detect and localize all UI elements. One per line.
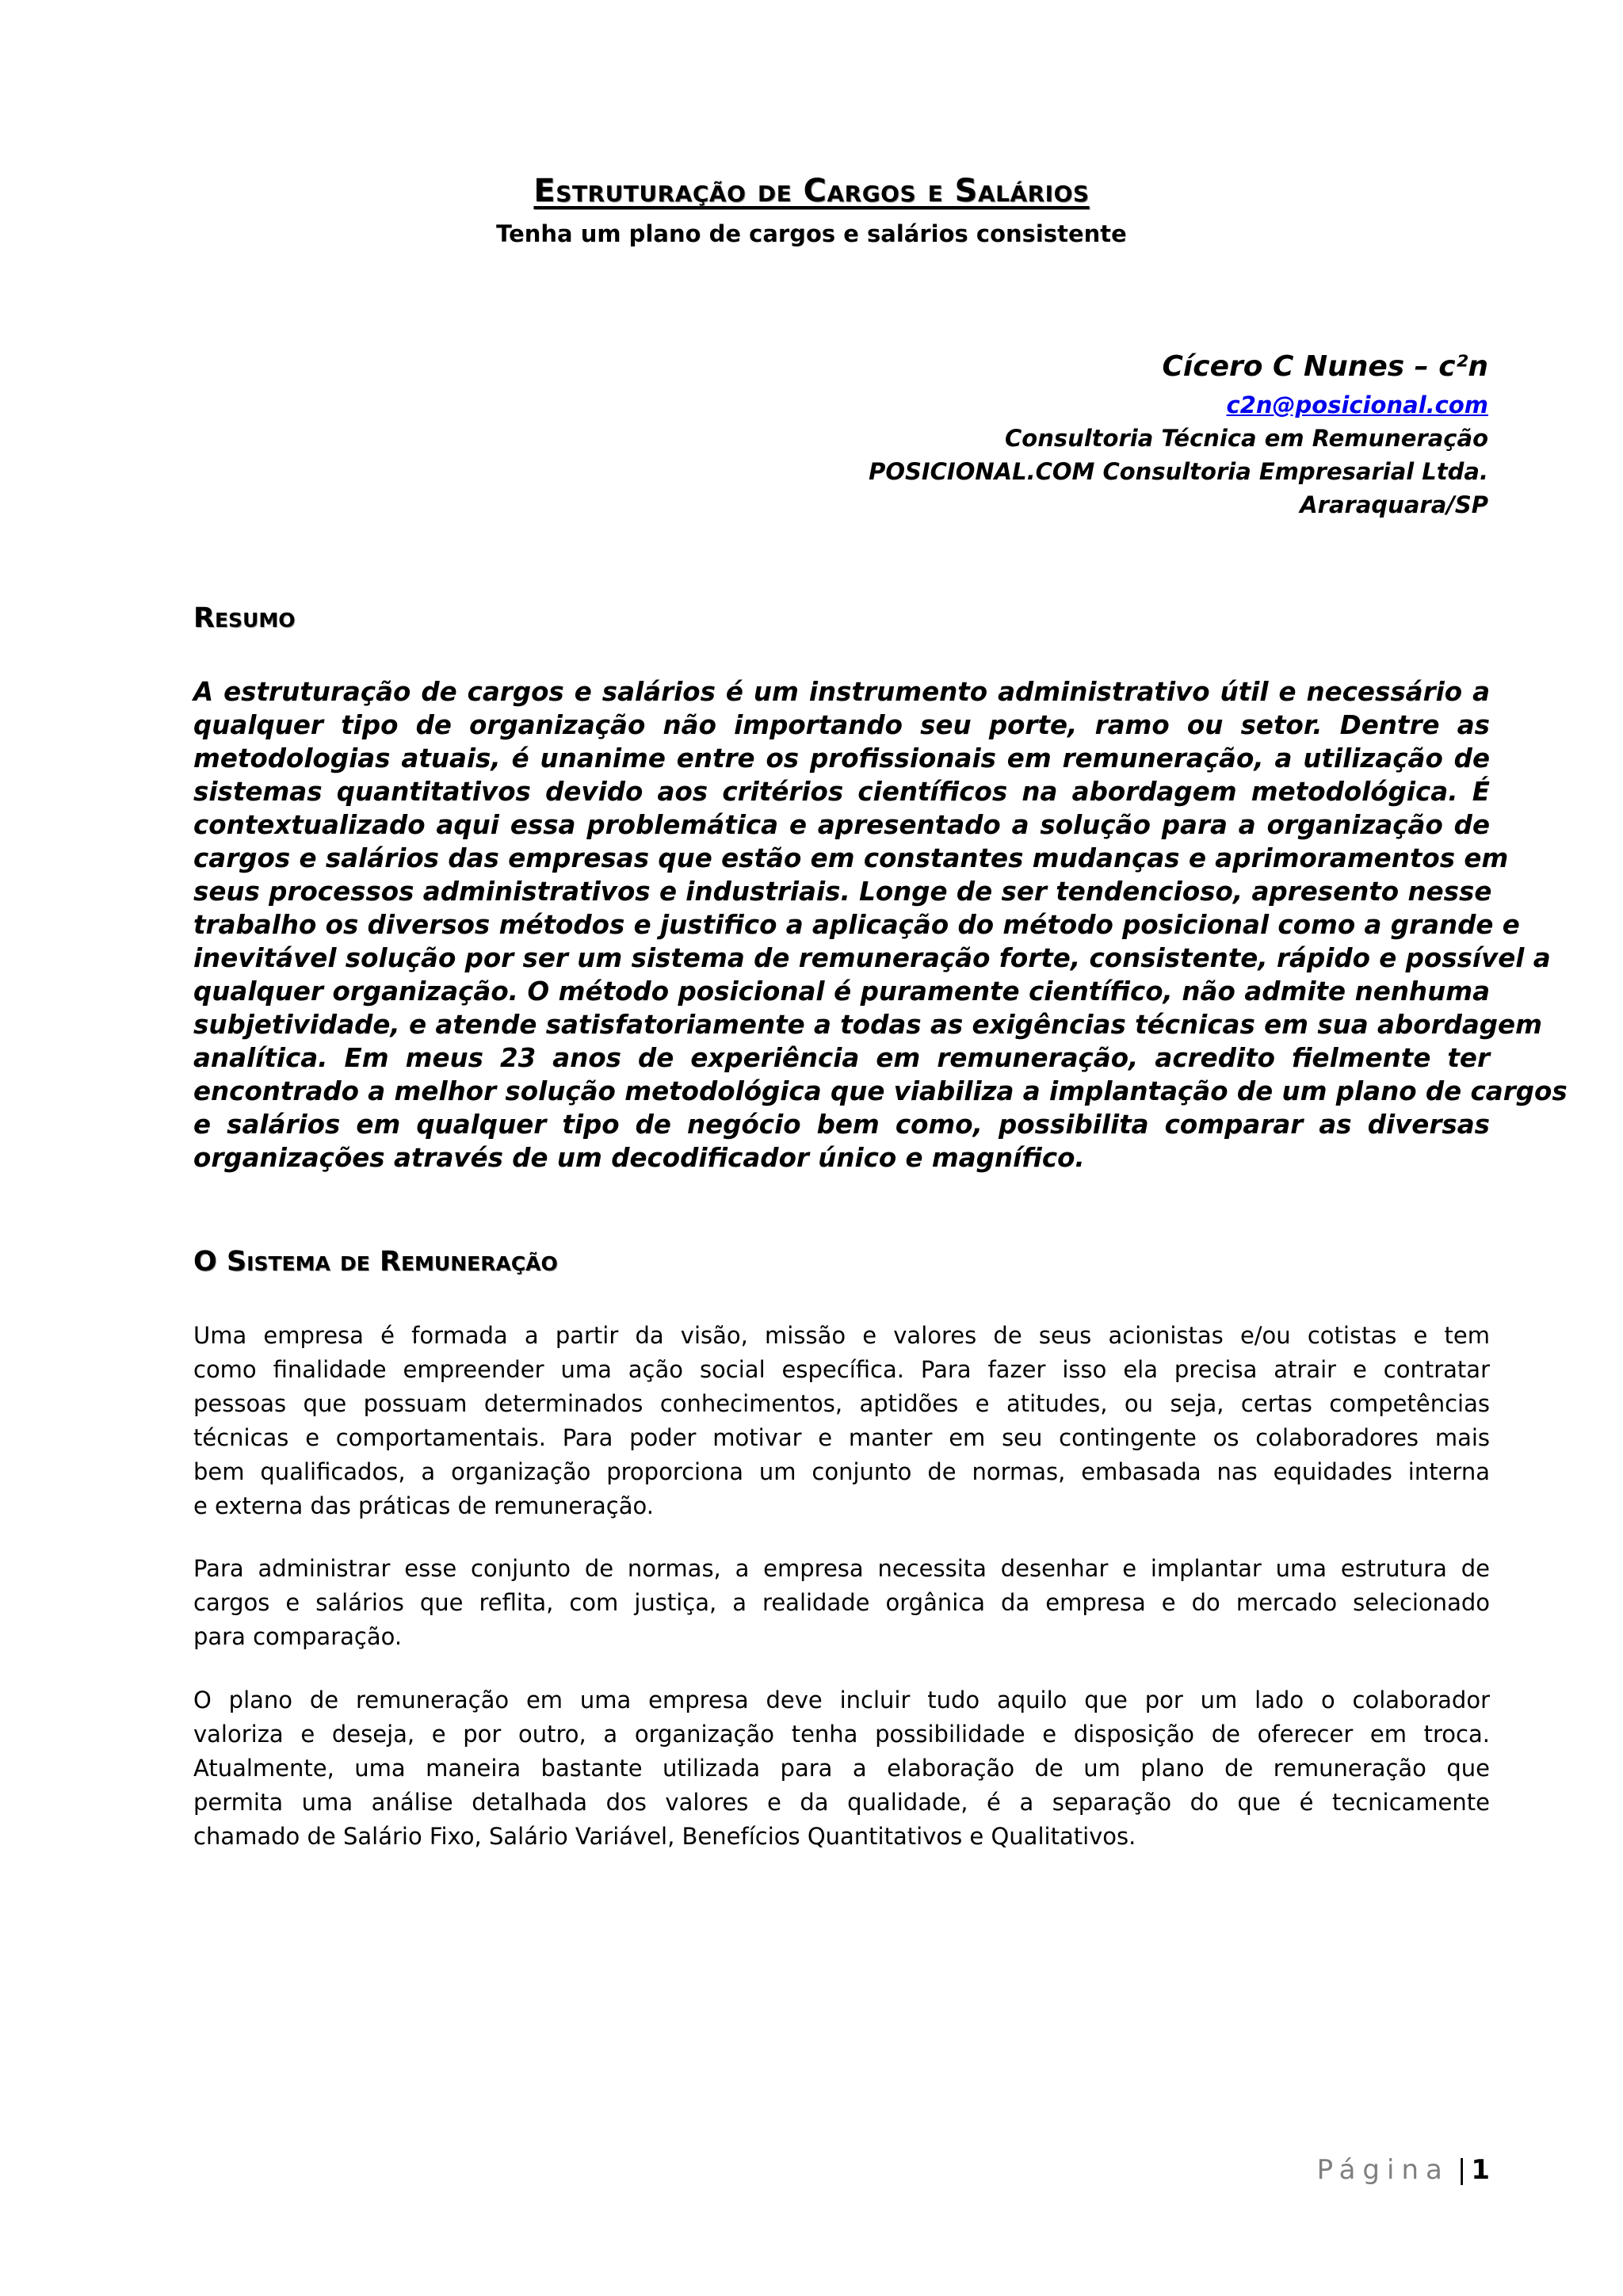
paragraph-1	[193, 1319, 1490, 1523]
paragraph-line: permita uma análise detalhada dos valores e da qualidade, é a separação do que é tecnicamente	[193, 1789, 1490, 1816]
paragraph-line: pessoas que possuam determinados conhecimentos, aptidões e atitudes, ou seja, certas competências	[193, 1390, 1490, 1417]
paragraph-line: bem qualificados, a organização proporciona um conjunto de normas, embasada nas equidades interna	[193, 1458, 1490, 1485]
abstract-line: organizações através de um decodificador único e magnífico.	[193, 1143, 1085, 1173]
document-title: Estruturação de Cargos e Salários	[533, 173, 1090, 209]
author-email-link[interactable]: c2n@posicional.com	[1226, 392, 1488, 418]
abstract-line: A estruturação de cargos e salários é um instrumento administrativo útil e necessário a	[193, 677, 1490, 707]
author-name: Cícero C Nunes – c²n	[1162, 350, 1488, 383]
section-heading: O Sistema de Remuneração	[193, 1246, 558, 1278]
abstract-line: seus processos administrativos e industriais. Longe de ser tendencioso, apresento nesse	[193, 877, 1492, 907]
paragraph-line: valoriza e deseja, e por outro, a organização tenha possibilidade e disposição de oferecer em troca.	[193, 1721, 1490, 1748]
abstract-line: e salários em qualquer tipo de negócio bem como, possibilita comparar as diversas	[193, 1110, 1490, 1140]
paragraph-line: O plano de remuneração em uma empresa deve incluir tudo aquilo que por um lado o colaborador	[193, 1687, 1490, 1713]
page-separator: |	[1457, 2154, 1467, 2186]
paragraph-line: cargos e salários que reflita, com justiça, a realidade orgânica da empresa e do mercado selecionado	[193, 1589, 1490, 1616]
abstract-line: contextualizado aqui essa problemática e apresentado a solução para a organização de	[193, 810, 1490, 840]
document-subtitle: Tenha um plano de cargos e salários consistente	[496, 220, 1127, 247]
abstract-line: encontrado a melhor solução metodológica que viabiliza a implantação de um plano de cargos	[193, 1076, 1568, 1106]
page-number: 1	[1471, 2154, 1490, 2186]
abstract-line: inevitável solução por ser um sistema de remuneração forte, consistente, rápido e possível a	[193, 943, 1551, 973]
page-label: Página	[1316, 2154, 1449, 2186]
paragraph-3	[193, 1683, 1490, 1854]
paragraph-line: técnicas e comportamentais. Para poder motivar e manter em seu contingente os colaboradores mais	[193, 1424, 1490, 1451]
abstract-line: sistemas quantitativos devido aos critérios científicos na abordagem metodológica. É	[193, 777, 1490, 807]
abstract-line: trabalho os diversos métodos e justifico a aplicação do método posicional como a grande e	[193, 910, 1520, 940]
paragraph-line: para comparação.	[193, 1623, 403, 1650]
paragraph-line: chamado de Salário Fixo, Salário Variável, Benefícios Quantitativos e Qualitativos.	[193, 1823, 1136, 1850]
author-role: Consultoria Técnica em Remuneração	[1004, 425, 1488, 452]
abstract-line: analítica. Em meus 23 anos de experiência em remuneração, acredito fielmente ter	[193, 1043, 1490, 1073]
author-company: POSICIONAL.COM Consultoria Empresarial Ltda.	[869, 458, 1488, 485]
paragraph-2	[193, 1552, 1490, 1654]
paragraph-line: e externa das práticas de remuneração.	[193, 1492, 654, 1519]
abstract-line: metodologias atuais, é unanime entre os profissionais em remuneração, a utilização de	[193, 743, 1490, 774]
author-location: Araraquara/SP	[1300, 491, 1488, 518]
abstract-line: cargos e salários das empresas que estão em constantes mudanças e aprimoramentos em	[193, 843, 1509, 873]
author-block	[869, 346, 1488, 521]
paragraph-line: Atualmente, uma maneira bastante utilizada para a elaboração de um plano de remuneração que	[193, 1755, 1490, 1782]
paragraph-line: Uma empresa é formada a partir da visão, missão e valores de seus acionistas e/ou cotistas e tem	[193, 1322, 1490, 1349]
page-footer	[1317, 2154, 1490, 2186]
abstract-line: qualquer organização. O método posicional é puramente científico, não admite nenhuma	[193, 976, 1490, 1007]
paragraph-line: como finalidade empreender uma ação social específica. Para fazer isso ela precisa atrair e contratar	[193, 1356, 1490, 1383]
abstract-text	[193, 675, 1568, 1175]
abstract-line: qualquer tipo de organização não importando seu porte, ramo ou setor. Dentre as	[193, 710, 1490, 740]
abstract-heading: Resumo	[193, 602, 296, 634]
paragraph-line: Para administrar esse conjunto de normas, a empresa necessita desenhar e implantar uma estrutura de	[193, 1555, 1490, 1582]
abstract-line: subjetividade, e atende satisfatoriamente a todas as exigências técnicas em sua abordagem	[193, 1010, 1542, 1040]
